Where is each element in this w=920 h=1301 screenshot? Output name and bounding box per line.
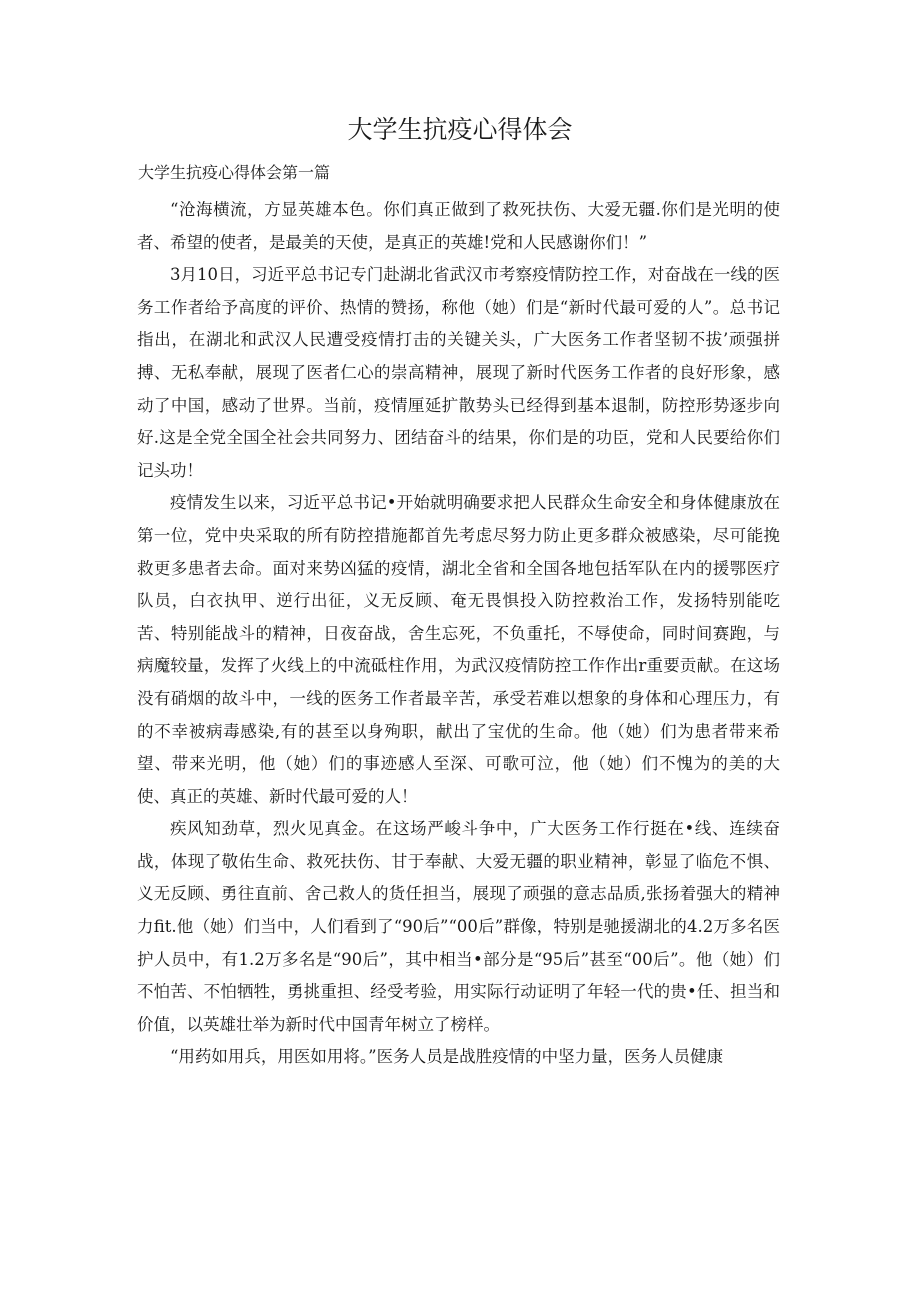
paragraph-5: “用药如用兵，用医如用将。”医务人员是战胜疫情的中坚力量，医务人员健康 [170, 1047, 724, 1067]
document-title: 大学生抗疫心得体会 [347, 115, 573, 144]
section-heading: 大学生抗疫心得体会第一篇 [138, 163, 331, 182]
paragraph-4: 疾风知劲草，烈火见真金。在这场严峻斗争中，广大医务工作行挺在•线、连续奋战，体现了敬佑生命、救死扶伤、甘于奉献、大爱无疆的职业精神，彰显了临危不惧、义无反顾、勇往直前、舍己救人的货任担当，展现了顽强的意志品质,张扬着强大的精神力fit.他（她）们当中，人们看到了“90后”“00后”群像，特别是驰援湖北的4.2万多名医护人员中，有1.2万多名是“90后”，其中相当•部分是“95后”甚至“00后”。他（她）们不怕苦、不怕牺牲，勇挑重担、经受考验，用实际行动证明了年轻一代的贵•任、担当和价值，以英雄壮举为新时代中国青年树立了榜样。 [137, 819, 780, 1034]
paragraph-3: 疫情发生以来，习近平总书记•开始就明确要求把人民群众生命安全和身体健康放在第一位，党中央采取的所有防控措施都首先考虑尽努力防止更多群众被感染，尽可能挽救更多患者去命。面对来势凶猛的疫情，湖北全省和全国各地包括军队在内的援鄂医疗队员，白衣执甲、逆行出征，义无反顾、奄无畏惧投入防控救治工作，发扬特别能吃苦、特别能战斗的精神，日夜奋战，舍生忘死，不负重托，不辱使命，同时间赛跑，与病魔较量，发挥了火线上的中流砥柱作用，为武汉疫情防控工作作出r重要贡献。在这场没有硝烟的故斗中，一线的医务工作者最辛苦，承受若难以想象的身体和心理压力，有的不幸被病毒感染,有的甚至以身殉职，献出了宝优的生命。他（她）们为患者带来希望、带来光明，他（她）们的事迹感人至深、可歌可泣，他（她）们不愧为的美的大使、真正的英雄、新时代最可爱的人！ [137, 493, 780, 806]
paragraph-2: 3月10日，习近平总书记专门赴湖北省武汉市考察疫情防控工作，对奋战在一线的医务工作者给予高度的评价、热情的赞扬，称他（她）们是“新时代最可爱的人”。总书记指出，在湖北和武汉人民遭受疫情打击的关键关头，广大医务工作者坚韧不拔’顽强拼搏、无私奉献，展现了医者仁心的崇高精神，展现了新时代医务工作者的良好形象，感动了中国，感动了世界。当前，疫情厘延扩散势头已经得到基本退制，防控形势逐步向好.这是全党全国全社会共同努力、团结奋斗的结果，你们是的功臣，党和人民要给你们记头功！ [137, 265, 780, 480]
paragraph-1: “沧海横流，方显英雄本色。你们真正做到了救死扶伤、大爱无疆.你们是光明的使者、希望的使者，是最美的天使，是真正的英雄!党和人民感谢你们！” [137, 200, 780, 252]
document-body [137, 194, 780, 1074]
